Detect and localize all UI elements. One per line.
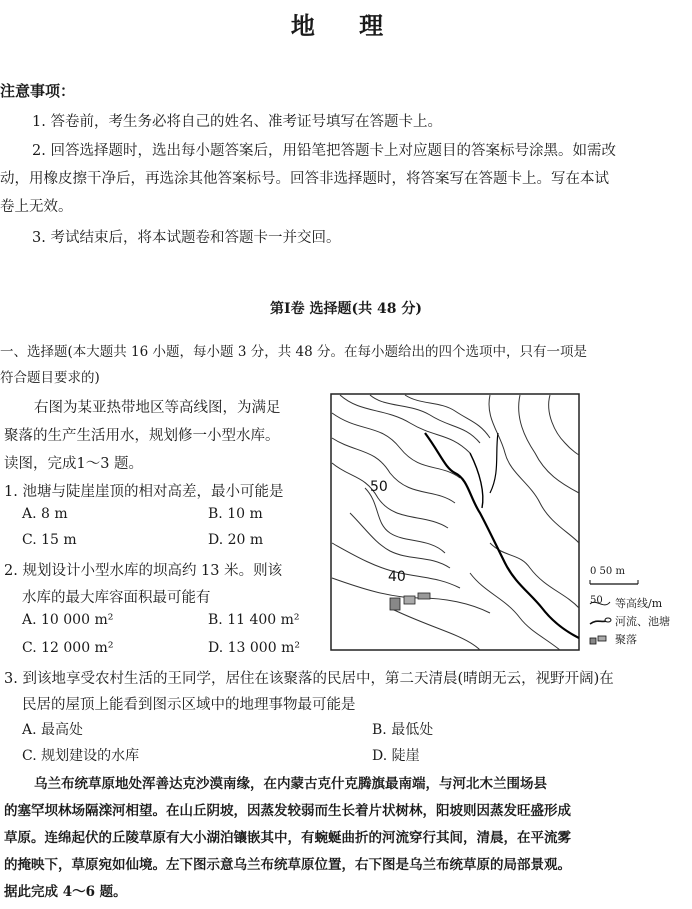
notice-item-2-line-3: 卷上无效。 bbox=[0, 199, 73, 215]
q3-line-1: 3. 到该地享受农村生活的王同学，居住在该聚落的民居中，第二天清晨(晴朗无云，视野开阔)在 bbox=[4, 671, 614, 687]
passage-line-3: 草原。连绵起伏的丘陵草原有大小湖泊镶嵌其中，有蜿蜒曲折的河流穿行其间，清晨，在平流雾 bbox=[4, 830, 571, 846]
q2-option-c: C. 12 000 m² bbox=[22, 640, 114, 656]
q2-option-a: A. 10 000 m² bbox=[22, 612, 114, 628]
legend-settlement-label: 聚落 bbox=[615, 633, 637, 646]
section-title: 第Ⅰ卷 选择题(共 48 分) bbox=[270, 301, 422, 317]
settlement-symbol-icon bbox=[588, 632, 612, 646]
q1-stem: 1. 池塘与陡崖崖顶的相对高差，最小可能是 bbox=[4, 484, 284, 500]
map-border bbox=[331, 394, 579, 650]
passage-line-5: 据此完成 4～6 题。 bbox=[4, 884, 127, 900]
legend-scale-text: 0 50 m bbox=[590, 566, 625, 577]
contour-label-50: 50 bbox=[370, 479, 388, 495]
legend-contour bbox=[588, 594, 688, 612]
q3-option-c: C. 规划建设的水库 bbox=[22, 748, 140, 764]
passage-line-1: 乌兰布统草原地处浑善达克沙漠南缘，在内蒙古克什克腾旗最南端，与河北木兰围场县 bbox=[34, 776, 547, 792]
legend-settlement bbox=[588, 630, 688, 648]
q2-option-d: D. 13 000 m² bbox=[208, 640, 300, 656]
q1-option-a: A. 8 m bbox=[22, 506, 68, 522]
passage-line-2: 的塞罕坝林场隔滦河相望。在山丘阴坡，因蒸发较弱而生长着片状树林，阳坡则因蒸发旺盛形成 bbox=[4, 803, 571, 819]
q3-option-b: B. 最低处 bbox=[372, 722, 434, 738]
intro-line-2: 聚落的生产生活用水，规划修一小型水库。 bbox=[4, 428, 280, 444]
passage-line-4: 的掩映下，草原宛如仙境。左下图示意乌兰布统草原位置，右下图是乌兰布统草原的局部景观。 bbox=[4, 857, 571, 873]
map-legend bbox=[588, 566, 688, 648]
q2-option-b: B. 11 400 m² bbox=[208, 612, 300, 628]
q3-option-d: D. 陡崖 bbox=[372, 748, 420, 764]
contour-map bbox=[330, 393, 580, 651]
notice-item-3: 3. 考试结束后，将本试题卷和答题卡一并交回。 bbox=[32, 230, 341, 246]
legend-contour-label: 等高线/m bbox=[615, 597, 663, 610]
q2-line-1: 2. 规划设计小型水库的坝高约 13 米。则该 bbox=[4, 563, 283, 579]
legend-river bbox=[588, 612, 688, 630]
q1-option-d: D. 20 m bbox=[208, 532, 264, 548]
page-title: 地 理 bbox=[290, 11, 402, 40]
intro-line-1: 右图为某亚热带地区等高线图，为满足 bbox=[34, 400, 281, 416]
notice-heading: 注意事项： bbox=[0, 82, 76, 100]
q1-option-c: C. 15 m bbox=[22, 532, 77, 548]
contour-label-40: 40 bbox=[388, 569, 406, 585]
notice-item-2-line-1: 2. 回答选择题时，选出每小题答案后，用铅笔把答题卡上对应题目的答案标号涂黑。如需改 bbox=[32, 143, 616, 159]
notice-item-1: 1. 答卷前，考生务必将自己的姓名、准考证号填写在答题卡上。 bbox=[32, 114, 442, 130]
q3-line-2: 民居的屋顶上能看到图示区域中的地理事物最可能是 bbox=[22, 697, 356, 713]
q2-line-2: 水库的最大库容面积最可能有 bbox=[22, 590, 211, 606]
q3-option-a: A. 最高处 bbox=[22, 722, 84, 738]
intro-line-3: 读图，完成1～3 题。 bbox=[4, 456, 144, 472]
notice-item-2-line-2: 动，用橡皮擦干净后，再选涂其他答案标号。回答非选择题时，将答案写在答题卡上。写在本试 bbox=[0, 171, 609, 187]
part1-line-2: 符合题目要求的) bbox=[0, 370, 100, 386]
river-symbol-icon bbox=[588, 614, 612, 628]
legend-contour-number: 50 bbox=[590, 595, 603, 606]
legend-river-label: 河流、池塘 bbox=[615, 615, 670, 628]
q1-option-b: B. 10 m bbox=[208, 506, 263, 522]
part1-line-1: 一、选择题(本大题共 16 小题，每小题 3 分，共 48 分。在每小题给出的四个选项中，只有一项是 bbox=[0, 344, 587, 360]
